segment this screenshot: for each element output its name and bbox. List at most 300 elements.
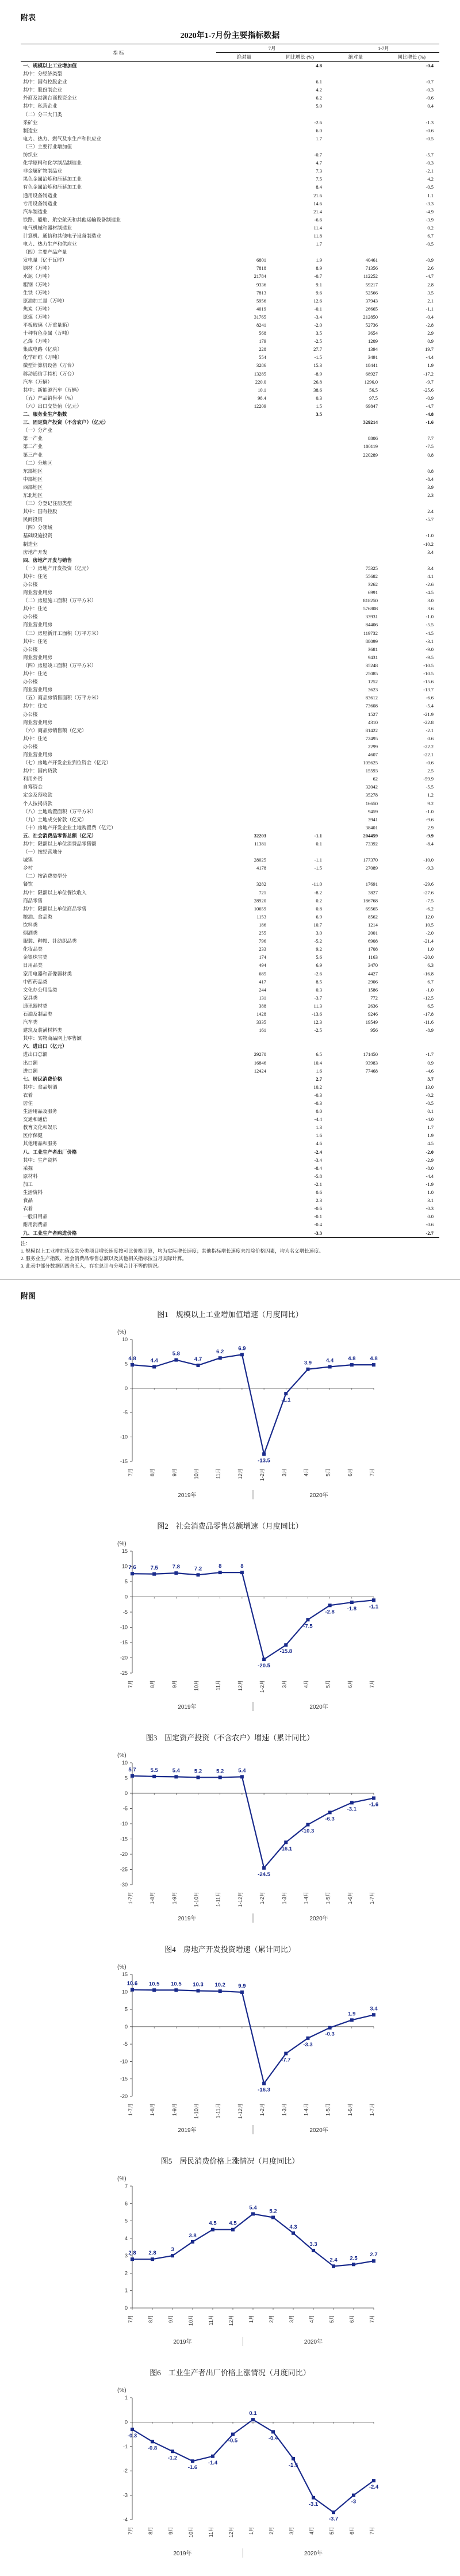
ytd-growth: -8.4 (425, 476, 434, 482)
month-value (216, 62, 272, 70)
month-growth: -0.3 (314, 1092, 323, 1098)
month-value: 3286 (256, 362, 266, 369)
data-point (372, 2479, 375, 2482)
data-label: 3 (171, 2246, 174, 2253)
header-month-growth: 同比增长 (%) (272, 53, 328, 62)
ytd-growth: 3.4 (427, 549, 434, 555)
table-row (21, 889, 439, 897)
ytd-growth: -4.8 (425, 411, 434, 418)
ytd-value: 204459 (363, 832, 378, 839)
y-tick-label: -15 (120, 1836, 128, 1842)
month-value: 554 (259, 354, 266, 361)
row-label: 餐饮 (23, 881, 33, 887)
ytd-value (328, 1164, 384, 1172)
row-label: 一般日用品 (23, 1214, 48, 1220)
data-label: -3.3 (303, 2041, 313, 2048)
month-growth: 6.2 (316, 95, 323, 101)
row-label: 原煤（万吨） (23, 313, 53, 320)
month-value (216, 661, 272, 669)
table-row (21, 289, 439, 297)
ytd-growth: -17.2 (423, 370, 434, 377)
data-point (271, 2215, 275, 2219)
ytd-value (328, 110, 384, 118)
row-label: 办公楼 (23, 743, 38, 749)
ytd-growth: -4.7 (425, 403, 434, 409)
month-growth: -2.4 (314, 1149, 323, 1155)
month-value (216, 451, 272, 459)
y-tick-label: -25 (120, 1866, 128, 1873)
ytd-growth: 0.1 (427, 1108, 434, 1115)
month-value: 1153 (256, 913, 266, 920)
month-value (216, 1172, 272, 1180)
row-label: 东部地区 (23, 468, 43, 474)
y-unit-label: (%) (117, 2175, 126, 2182)
table-row (21, 807, 439, 816)
month-growth: 1.6 (316, 1132, 323, 1139)
row-label: 个人按揭贷款 (23, 800, 53, 806)
ytd-growth: -0.2 (425, 1092, 434, 1098)
row-label: 制造业 (23, 127, 38, 133)
data-label: -0.8 (147, 2444, 158, 2451)
x-tick-label: 8月 (150, 1468, 156, 1476)
table-row (21, 507, 439, 515)
y-tick-label: -20 (120, 1851, 128, 1857)
month-growth: 10.7 (313, 921, 323, 928)
ytd-value: 2299 (368, 743, 378, 749)
row-label: 自筹资金 (23, 784, 43, 790)
chart-plot (0, 1958, 460, 2148)
row-label: 其中：新能源汽车（万辆） (23, 386, 82, 393)
month-value (216, 791, 272, 799)
row-label: 汽车类 (23, 1019, 38, 1025)
x-tick-label: 5月 (325, 1679, 331, 1688)
data-label: -0.4 (268, 2435, 278, 2441)
month-growth (272, 726, 328, 734)
data-point (218, 1775, 222, 1779)
month-value (216, 621, 272, 629)
data-point (328, 1365, 332, 1368)
data-point (284, 1392, 288, 1395)
month-value (216, 1188, 272, 1196)
month-value: 161 (259, 1027, 266, 1034)
month-growth: 4.7 (316, 160, 323, 166)
month-value (216, 678, 272, 686)
ytd-growth: -20.0 (423, 954, 434, 960)
data-label: 4.5 (229, 2220, 237, 2227)
ytd-growth: 2.4 (427, 508, 434, 515)
month-growth: 6.5 (316, 1051, 323, 1058)
table-row (21, 386, 439, 394)
month-value (216, 523, 272, 531)
ytd-value (328, 1139, 384, 1147)
row-label: 集成电路（亿块） (23, 346, 63, 353)
data-point (284, 2051, 288, 2055)
table-row (21, 686, 439, 694)
ytd-value: 8562 (368, 913, 378, 920)
ytd-value: 32042 (365, 784, 378, 790)
row-label: 中部地区 (23, 476, 43, 482)
data-point (174, 1358, 178, 1361)
ytd-growth: -4.7 (425, 273, 434, 280)
ytd-growth: -17.8 (423, 1011, 434, 1017)
row-label: 外商及港澳台商投资企业 (23, 95, 77, 101)
table-row (21, 775, 439, 783)
ytd-growth: -1.7 (425, 1051, 434, 1058)
data-point (350, 1363, 354, 1367)
y-tick-label: -30 (120, 1881, 128, 1888)
month-value (216, 94, 272, 102)
row-label: 商业营业用房 (23, 654, 53, 660)
row-label: 九、工业生产者购进价格 (21, 1229, 216, 1238)
row-label: 专用设备制造业 (23, 200, 57, 206)
ytd-growth: -22.2 (423, 743, 434, 749)
table-row (21, 613, 439, 621)
month-growth: 9.1 (316, 281, 323, 288)
ytd-value (328, 1212, 384, 1220)
x-tick-label: 2月 (269, 2314, 274, 2323)
y-tick-label: 5 (124, 1775, 128, 1781)
table-row (21, 970, 439, 978)
row-label: 平板玻璃（万重量箱） (23, 322, 72, 328)
row-label: 出口额 (23, 1059, 38, 1066)
month-value (216, 86, 272, 94)
ytd-growth: -2.8 (425, 322, 434, 328)
month-value (216, 1091, 272, 1099)
y-tick-label: -15 (120, 1458, 128, 1464)
row-label: （三）主要行业增加值 (23, 143, 72, 150)
row-label: 采矿业 (23, 119, 38, 125)
row-label: 其中：住宅 (23, 606, 48, 612)
data-point (152, 1365, 156, 1368)
y-tick-label: 15 (121, 1548, 128, 1554)
table-row (21, 159, 439, 167)
table-row (21, 783, 439, 791)
row-label: 非金属矿物制品业 (23, 168, 63, 174)
row-label: 耐用消费品 (23, 1222, 48, 1228)
month-growth (272, 1034, 328, 1042)
ytd-value (328, 1188, 384, 1196)
ytd-growth: -6.6 (425, 695, 434, 701)
month-growth: 7.3 (316, 168, 323, 174)
month-value (216, 1123, 272, 1131)
data-label: -10.3 (301, 1828, 315, 1835)
month-growth: 10.2 (313, 1084, 323, 1090)
y-tick-label: -25 (120, 1670, 128, 1676)
month-value (216, 604, 272, 613)
data-label: 4.4 (326, 1357, 334, 1364)
month-value (216, 759, 272, 767)
ytd-growth: 1.2 (427, 792, 434, 798)
x-tick-label: 6月 (347, 1468, 353, 1476)
row-label: 四、房地产开发与销售 (23, 557, 72, 563)
month-value: 12209 (254, 403, 266, 409)
table-notes (21, 1240, 439, 1270)
month-growth: 6.1 (316, 79, 323, 85)
table-row (21, 791, 439, 799)
data-point (262, 1866, 266, 1869)
row-label: 化学原料和化学制品制造业 (23, 160, 82, 166)
table-row (21, 1156, 439, 1164)
x-tick-label: 1-5月 (325, 1891, 331, 1904)
table-row (21, 483, 439, 491)
ytd-growth: -22.8 (423, 719, 434, 725)
row-label: 其中：限额以上单位消费品零售额 (23, 841, 97, 847)
month-growth: 14.6 (313, 200, 323, 206)
month-growth: 9.6 (316, 289, 323, 296)
table-row (21, 394, 439, 402)
month-value (216, 1115, 272, 1123)
data-point (211, 2227, 214, 2231)
ytd-growth: -9.0 (425, 646, 434, 652)
data-point (152, 1988, 156, 1992)
table-row (21, 200, 439, 208)
month-value (216, 669, 272, 678)
data-label: 4.8 (348, 1355, 356, 1362)
ytd-growth: 0.6 (427, 735, 434, 741)
month-growth: -1.5 (314, 865, 323, 871)
month-value: 7818 (256, 265, 266, 271)
row-label: 第三产业 (23, 451, 43, 458)
row-label: 进出口总额 (23, 1051, 48, 1058)
data-point (174, 1571, 178, 1575)
document-title: 2020年1-7月份主要指标数据 (180, 32, 280, 40)
month-value (216, 418, 272, 426)
row-label: 生活用品及服务 (23, 1108, 57, 1115)
month-value (216, 1180, 272, 1188)
chart-title: 图3 固定资产投资（不含农户）增速（累计同比） (145, 1733, 315, 1742)
month-value (216, 799, 272, 807)
ytd-growth: -10.5 (423, 671, 434, 677)
ytd-growth: 0.0 (427, 1214, 434, 1220)
data-label: 4.5 (209, 2220, 217, 2227)
month-growth: -6.6 (314, 216, 323, 223)
ytd-growth (384, 523, 439, 531)
ytd-growth: -16.8 (423, 970, 434, 977)
month-growth: 0.1 (316, 841, 323, 847)
month-value: 7813 (256, 289, 266, 296)
data-label: 7.5 (150, 1564, 158, 1571)
chart-plot (0, 1535, 460, 1725)
year-label: 2019年 (178, 1492, 197, 1499)
ytd-value (328, 1148, 384, 1156)
ytd-value: 35278 (365, 792, 378, 798)
data-label: 5.2 (269, 2208, 277, 2215)
data-label: -3.1 (308, 2501, 319, 2508)
x-tick-label: 8月 (150, 1679, 156, 1688)
x-tick-label: 9月 (171, 1468, 178, 1476)
table-row (21, 256, 439, 264)
data-point (306, 2036, 309, 2039)
x-tick-label: 7月 (369, 1468, 375, 1476)
ytd-value: 59217 (365, 281, 378, 288)
table-row (21, 248, 439, 256)
ytd-value (328, 1229, 384, 1238)
ytd-growth (384, 143, 439, 151)
table-row (21, 978, 439, 986)
row-label: 乙烯（万吨） (23, 338, 53, 345)
month-growth: -2.1 (314, 1181, 323, 1187)
month-growth: 0.3 (316, 986, 323, 993)
month-value (216, 515, 272, 523)
ytd-value: 52566 (365, 289, 378, 296)
month-growth: 15.3 (313, 362, 323, 369)
row-label: 商业营业用房 (23, 590, 53, 596)
series-line (132, 1572, 374, 1659)
month-growth: 9.2 (316, 946, 323, 952)
table-row (21, 929, 439, 937)
series-line (132, 1989, 374, 2083)
ytd-value: 212850 (363, 313, 378, 320)
table-row (21, 734, 439, 742)
x-tick-label: 11月 (215, 1468, 221, 1479)
ytd-growth: -4.6 (425, 1067, 434, 1074)
data-point (218, 1989, 222, 1993)
table-row (21, 167, 439, 175)
month-growth (272, 678, 328, 686)
ytd-value: 97.5 (369, 395, 378, 401)
month-growth: -0.7 (314, 273, 323, 280)
x-tick-label: 1-7月 (369, 2103, 375, 2116)
month-value (216, 110, 272, 118)
row-label: 有色金属冶炼和压延加工业 (23, 184, 82, 190)
x-tick-label: 12月 (228, 2314, 234, 2326)
chart-plot (0, 1323, 460, 1513)
month-growth: 2.7 (316, 1075, 323, 1082)
month-value (216, 1075, 272, 1083)
month-growth (272, 540, 328, 548)
month-value (216, 434, 272, 442)
ytd-value: 1296.0 (364, 378, 378, 385)
table-row (21, 864, 439, 872)
table-row (21, 94, 439, 102)
month-growth (272, 629, 328, 637)
y-tick-label: 0 (124, 1385, 128, 1391)
ytd-growth (384, 426, 439, 434)
ytd-growth: -0.4 (425, 313, 434, 320)
row-label: 其中：限额以上单位餐饮收入 (23, 889, 87, 895)
table-row (21, 1196, 439, 1204)
month-value: 244 (259, 986, 266, 993)
month-growth: -1.1 (314, 857, 323, 863)
y-tick-label: 7 (124, 2183, 128, 2189)
data-label: 5.4 (238, 1767, 246, 1774)
row-label: 通用设备制造业 (23, 192, 57, 198)
data-label: 2.8 (148, 2249, 156, 2256)
ytd-growth: 0.2 (427, 224, 434, 231)
row-label: 其中：实物商品网上零售额 (23, 1035, 82, 1042)
row-label: 商业营业用房 (23, 622, 53, 628)
ytd-growth: 13.0 (425, 1084, 434, 1090)
table-row (21, 1018, 439, 1026)
month-value (216, 807, 272, 816)
ytd-value: 27089 (365, 865, 378, 871)
row-label: 第一产业 (23, 435, 43, 442)
month-growth: -4.4 (314, 1116, 323, 1123)
table-row (21, 224, 439, 232)
table-row (21, 1123, 439, 1131)
month-value (216, 216, 272, 224)
month-value: 10.1 (258, 386, 266, 393)
x-tick-label: 9月 (168, 2526, 174, 2535)
month-value: 8241 (256, 322, 266, 328)
ytd-value: 772 (370, 994, 378, 1001)
data-label: 8 (240, 1563, 244, 1570)
month-growth: 11.3 (313, 1002, 323, 1009)
month-growth: 38.6 (313, 386, 323, 393)
data-point (312, 2249, 315, 2252)
ytd-value: 2636 (368, 1002, 378, 1009)
ytd-value: 62 (373, 776, 378, 782)
month-value (216, 459, 272, 467)
table-row (21, 1107, 439, 1115)
row-label: 发电量（亿千瓦时） (23, 257, 67, 263)
row-label: 交通和通信 (23, 1116, 48, 1123)
data-point (131, 2428, 134, 2431)
ytd-value (328, 224, 384, 232)
indicator-table (21, 44, 439, 1238)
data-label: -0.5 (228, 2437, 238, 2444)
row-label: 其中：分经济类型 (23, 71, 63, 77)
data-label: -6.3 (325, 1815, 335, 1822)
chart-2 (0, 1518, 460, 1729)
year-label: 2020年 (309, 1492, 328, 1499)
month-growth: -11.0 (312, 881, 323, 887)
table-row (21, 669, 439, 678)
ytd-growth: -1.0 (425, 808, 434, 814)
table-row (21, 515, 439, 523)
table-row (21, 62, 439, 70)
month-value (216, 491, 272, 499)
ytd-growth: -12.5 (423, 994, 434, 1001)
ytd-growth: -0.6 (425, 95, 434, 101)
month-growth: -0.6 (314, 1205, 323, 1212)
month-growth: 10.4 (313, 1059, 323, 1066)
month-growth: -2.6 (314, 970, 323, 977)
appendix-charts-label: 附图 (21, 1291, 36, 1300)
month-value (216, 1099, 272, 1107)
month-value (216, 872, 272, 880)
x-tick-label: 1-7月 (128, 1891, 133, 1904)
row-label: 微型计算机设备（万台） (23, 362, 77, 369)
row-label: 三、固定资产投资（不含农户）（亿元） (23, 419, 109, 426)
month-value (216, 1164, 272, 1172)
ytd-value (328, 183, 384, 191)
table-row (21, 1204, 439, 1212)
data-point (262, 1658, 266, 1661)
table-row (21, 751, 439, 759)
ytd-value: 3654 (368, 330, 378, 336)
ytd-value: 6908 (368, 938, 378, 944)
data-label: -3 (351, 2498, 356, 2505)
ytd-growth: -5.5 (425, 784, 434, 790)
month-growth (272, 548, 328, 556)
row-label: 电气机械和器材制造业 (23, 224, 72, 231)
month-growth: 6.9 (316, 962, 323, 969)
data-point (328, 1811, 332, 1814)
ytd-value (328, 410, 384, 418)
y-tick-label: 5 (124, 2006, 128, 2012)
data-label: 6.2 (216, 1348, 224, 1355)
x-tick-label: 10月 (188, 2314, 194, 2326)
ytd-value (328, 70, 384, 78)
table-row (21, 718, 439, 726)
row-label: 商业营业用房 (23, 751, 53, 757)
row-label: 电力、热力、燃气及水生产和供应业 (23, 135, 102, 141)
table-row (21, 361, 439, 369)
month-value (216, 1196, 272, 1204)
row-label: 其中：国有控股企业 (23, 79, 67, 85)
ytd-value: 1586 (368, 986, 378, 993)
